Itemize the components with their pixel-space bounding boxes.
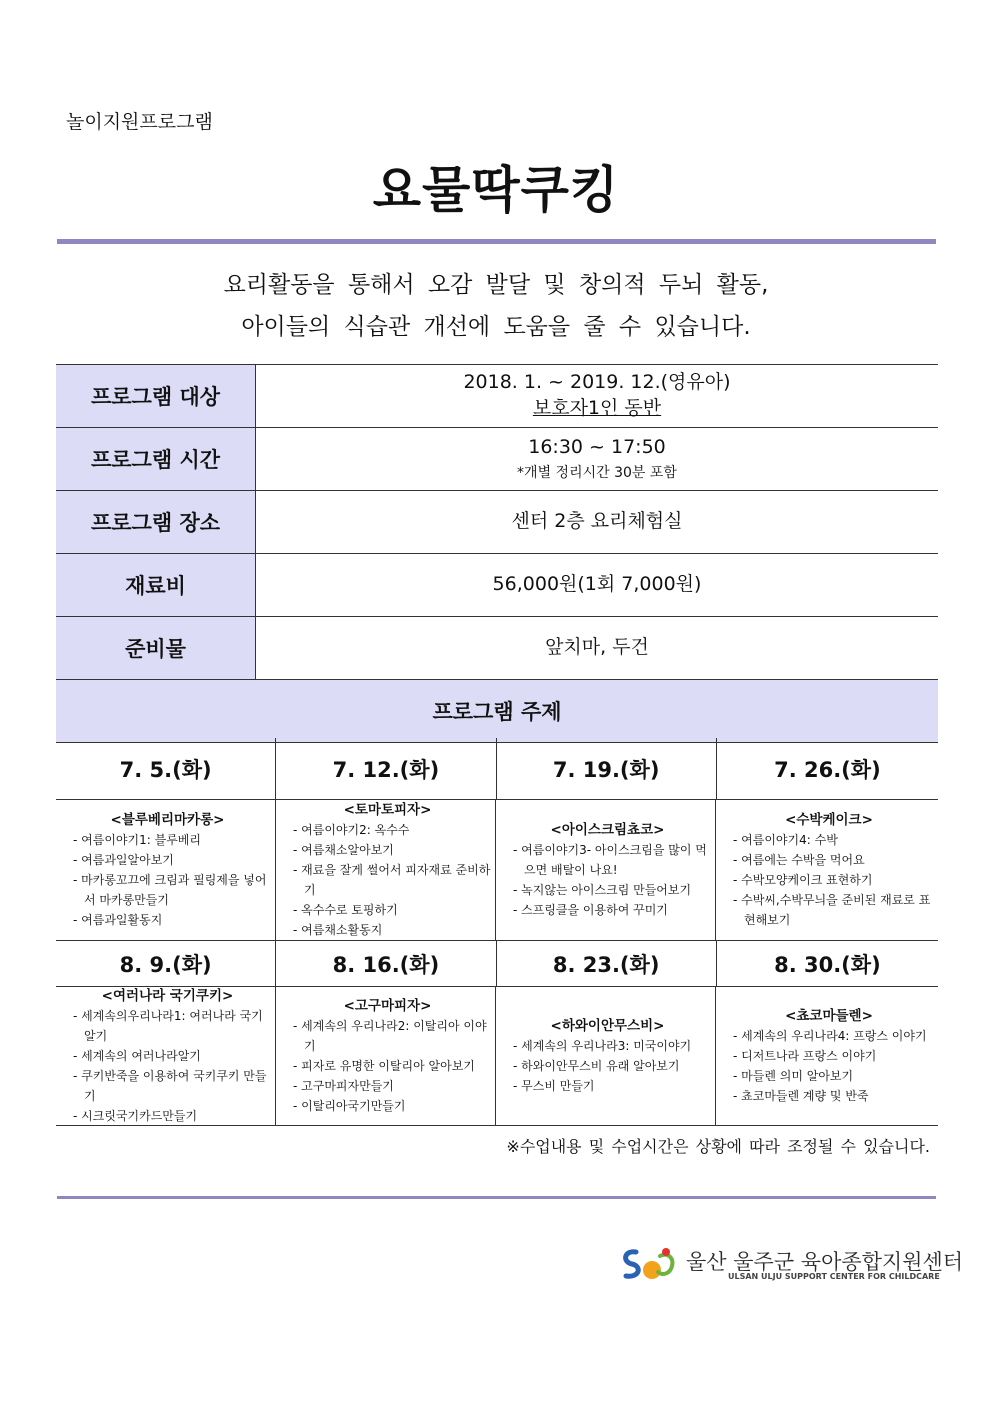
session-item: - 여름이야기4: 수박 (724, 830, 934, 850)
session-date: 7. 5.(화) (56, 738, 276, 799)
session-item: - 디저트나라 프랑스 이야기 (724, 1046, 934, 1066)
page-title: 요물딱쿠킹 (372, 161, 620, 219)
fee-label: 재료비 (56, 554, 256, 616)
session-cell (496, 800, 716, 940)
content-row-july (56, 800, 938, 941)
session-title: <수박케이크> (785, 812, 873, 828)
session-item: - 여름이야기2: 옥수수 (284, 820, 491, 840)
session-item: - 옥수수로 토핑하기 (284, 900, 491, 920)
session-title: <아이스크림쵸코> (550, 822, 665, 838)
place-value: 센터 2층 요리체험실 (511, 510, 683, 533)
session-title: <블루베리마카롱> (110, 812, 225, 828)
time-range: 16:30 ~ 17:50 (528, 435, 666, 458)
childcare-center-logo-icon (620, 1244, 678, 1284)
org-name-english: ULSAN ULJU SUPPORT CENTER FOR CHILDCARE (728, 1272, 940, 1281)
session-date: 7. 26.(화) (774, 757, 881, 782)
fee-value: 56,000원(1회 7,000원) (492, 573, 702, 596)
session-cell (496, 987, 716, 1125)
date-row-august (56, 941, 938, 987)
session-item: - 스프링클을 이용하여 꾸미기 (504, 900, 711, 920)
session-item: - 세계속의 여러나라알기 (64, 1046, 271, 1066)
theme-header: 프로그램 주제 (56, 679, 938, 743)
session-item: - 시크릿국기카드만들기 (64, 1106, 271, 1126)
session-item: - 세계속의 우리나라4: 프랑스 이야기 (724, 1026, 934, 1046)
session-title: <고구마피자> (343, 998, 432, 1014)
content-row-august (56, 987, 938, 1126)
session-item: - 녹지않는 아이스크림 만들어보기 (504, 880, 711, 900)
date-row-july (56, 738, 938, 800)
prep-value: 앞치마, 두건 (545, 636, 649, 659)
program-category: 놀이지원프로그램 (66, 111, 213, 133)
info-row-prep (56, 616, 938, 679)
schedule-grid (56, 738, 938, 1126)
target-guardian: 보호자1인 동반 (532, 397, 662, 419)
session-date: 8. 9.(화) (56, 941, 276, 986)
session-title: <쵸코마들렌> (785, 1008, 873, 1024)
info-table (56, 364, 938, 743)
session-item: - 여름이야기1: 블루베리 (64, 830, 271, 850)
session-item: - 수박씨,수박무늬을 준비된 재료로 표현해보기 (724, 890, 934, 930)
session-item: - 세계속의 우리나라2: 이탈리아 이야기 (284, 1016, 491, 1056)
info-row-target (56, 364, 938, 427)
session-item: - 무스비 만들기 (504, 1076, 711, 1096)
session-item: - 여름채소활동지 (284, 920, 491, 940)
org-name: 울산 울주군 육아종합지원센터 (686, 1250, 964, 1274)
session-item: - 여름에는 수박을 먹어요 (724, 850, 934, 870)
session-cell (276, 800, 496, 940)
session-title: <하와이안무스비> (550, 1018, 665, 1034)
session-cell (716, 987, 938, 1125)
session-item: - 고구마피자만들기 (284, 1076, 491, 1096)
session-item: - 여름채소알아보기 (284, 840, 491, 860)
session-item: - 하와이안무스비 유래 알아보기 (504, 1056, 711, 1076)
intro-line-2: 아이들의 식습관 개선에 도움을 줄 수 있습니다. (241, 314, 751, 340)
session-title: <여러나라 국기쿠키> (101, 988, 234, 1004)
target-label: 프로그램 대상 (56, 365, 256, 427)
target-period: 2018. 1. ~ 2019. 12.(영유아) (463, 371, 731, 394)
time-value (256, 428, 938, 490)
session-item: - 세계속의 우리나라3: 미국이야기 (504, 1036, 711, 1056)
session-cell (56, 987, 276, 1125)
session-cell (56, 800, 276, 940)
session-item: - 재료을 잘게 썰어서 피자재료 준비하기 (284, 860, 491, 900)
session-item: - 여름이야기3- 아이스크림을 많이 먹으면 배탈이 나요! (504, 840, 711, 880)
session-cell (716, 800, 938, 940)
adjustment-note: ※수업내용 및 수업시간은 상황에 따라 조정될 수 있습니다. (506, 1137, 930, 1156)
session-cell (276, 987, 496, 1125)
place-label: 프로그램 장소 (56, 491, 256, 553)
session-item: - 마들렌 의미 알아보기 (724, 1066, 934, 1086)
time-note: *개별 정리시간 30분 포함 (517, 465, 677, 482)
session-item: - 마카롱꼬끄에 크림과 필링제을 넣어서 마카롱만들기 (64, 870, 271, 910)
intro-line-1: 요리활동을 통해서 오감 발달 및 창의적 두뇌 활동, (223, 272, 769, 298)
session-item: - 세계속의우리나라1: 여러나라 국기 알기 (64, 1006, 271, 1046)
session-date: 8. 30.(화) (774, 952, 881, 977)
session-item: - 쿠키반죽을 이용하여 국키쿠키 만들기 (64, 1066, 271, 1106)
session-item: - 여름과일알아보기 (64, 850, 271, 870)
info-row-place (56, 490, 938, 553)
session-title: <토마토피자> (343, 802, 432, 818)
session-item: - 쵸코마들렌 계량 및 반죽 (724, 1086, 934, 1106)
target-value (256, 365, 938, 427)
session-date: 7. 19.(화) (497, 738, 717, 799)
session-item: - 이탈리아국기만들기 (284, 1096, 491, 1116)
session-item: - 피자로 유명한 이탈리아 알아보기 (284, 1056, 491, 1076)
top-divider (57, 239, 936, 244)
session-date: 8. 23.(화) (497, 941, 717, 986)
session-date: 8. 16.(화) (276, 941, 496, 986)
time-label: 프로그램 시간 (56, 428, 256, 490)
bottom-divider (57, 1196, 936, 1199)
prep-label: 준비물 (56, 617, 256, 679)
session-item: - 수박모양케이크 표현하기 (724, 870, 934, 890)
session-item: - 여름과일활동지 (64, 910, 271, 930)
info-row-time (56, 427, 938, 490)
session-date: 7. 12.(화) (276, 738, 496, 799)
info-row-fee (56, 553, 938, 616)
center-logo (620, 1244, 964, 1284)
